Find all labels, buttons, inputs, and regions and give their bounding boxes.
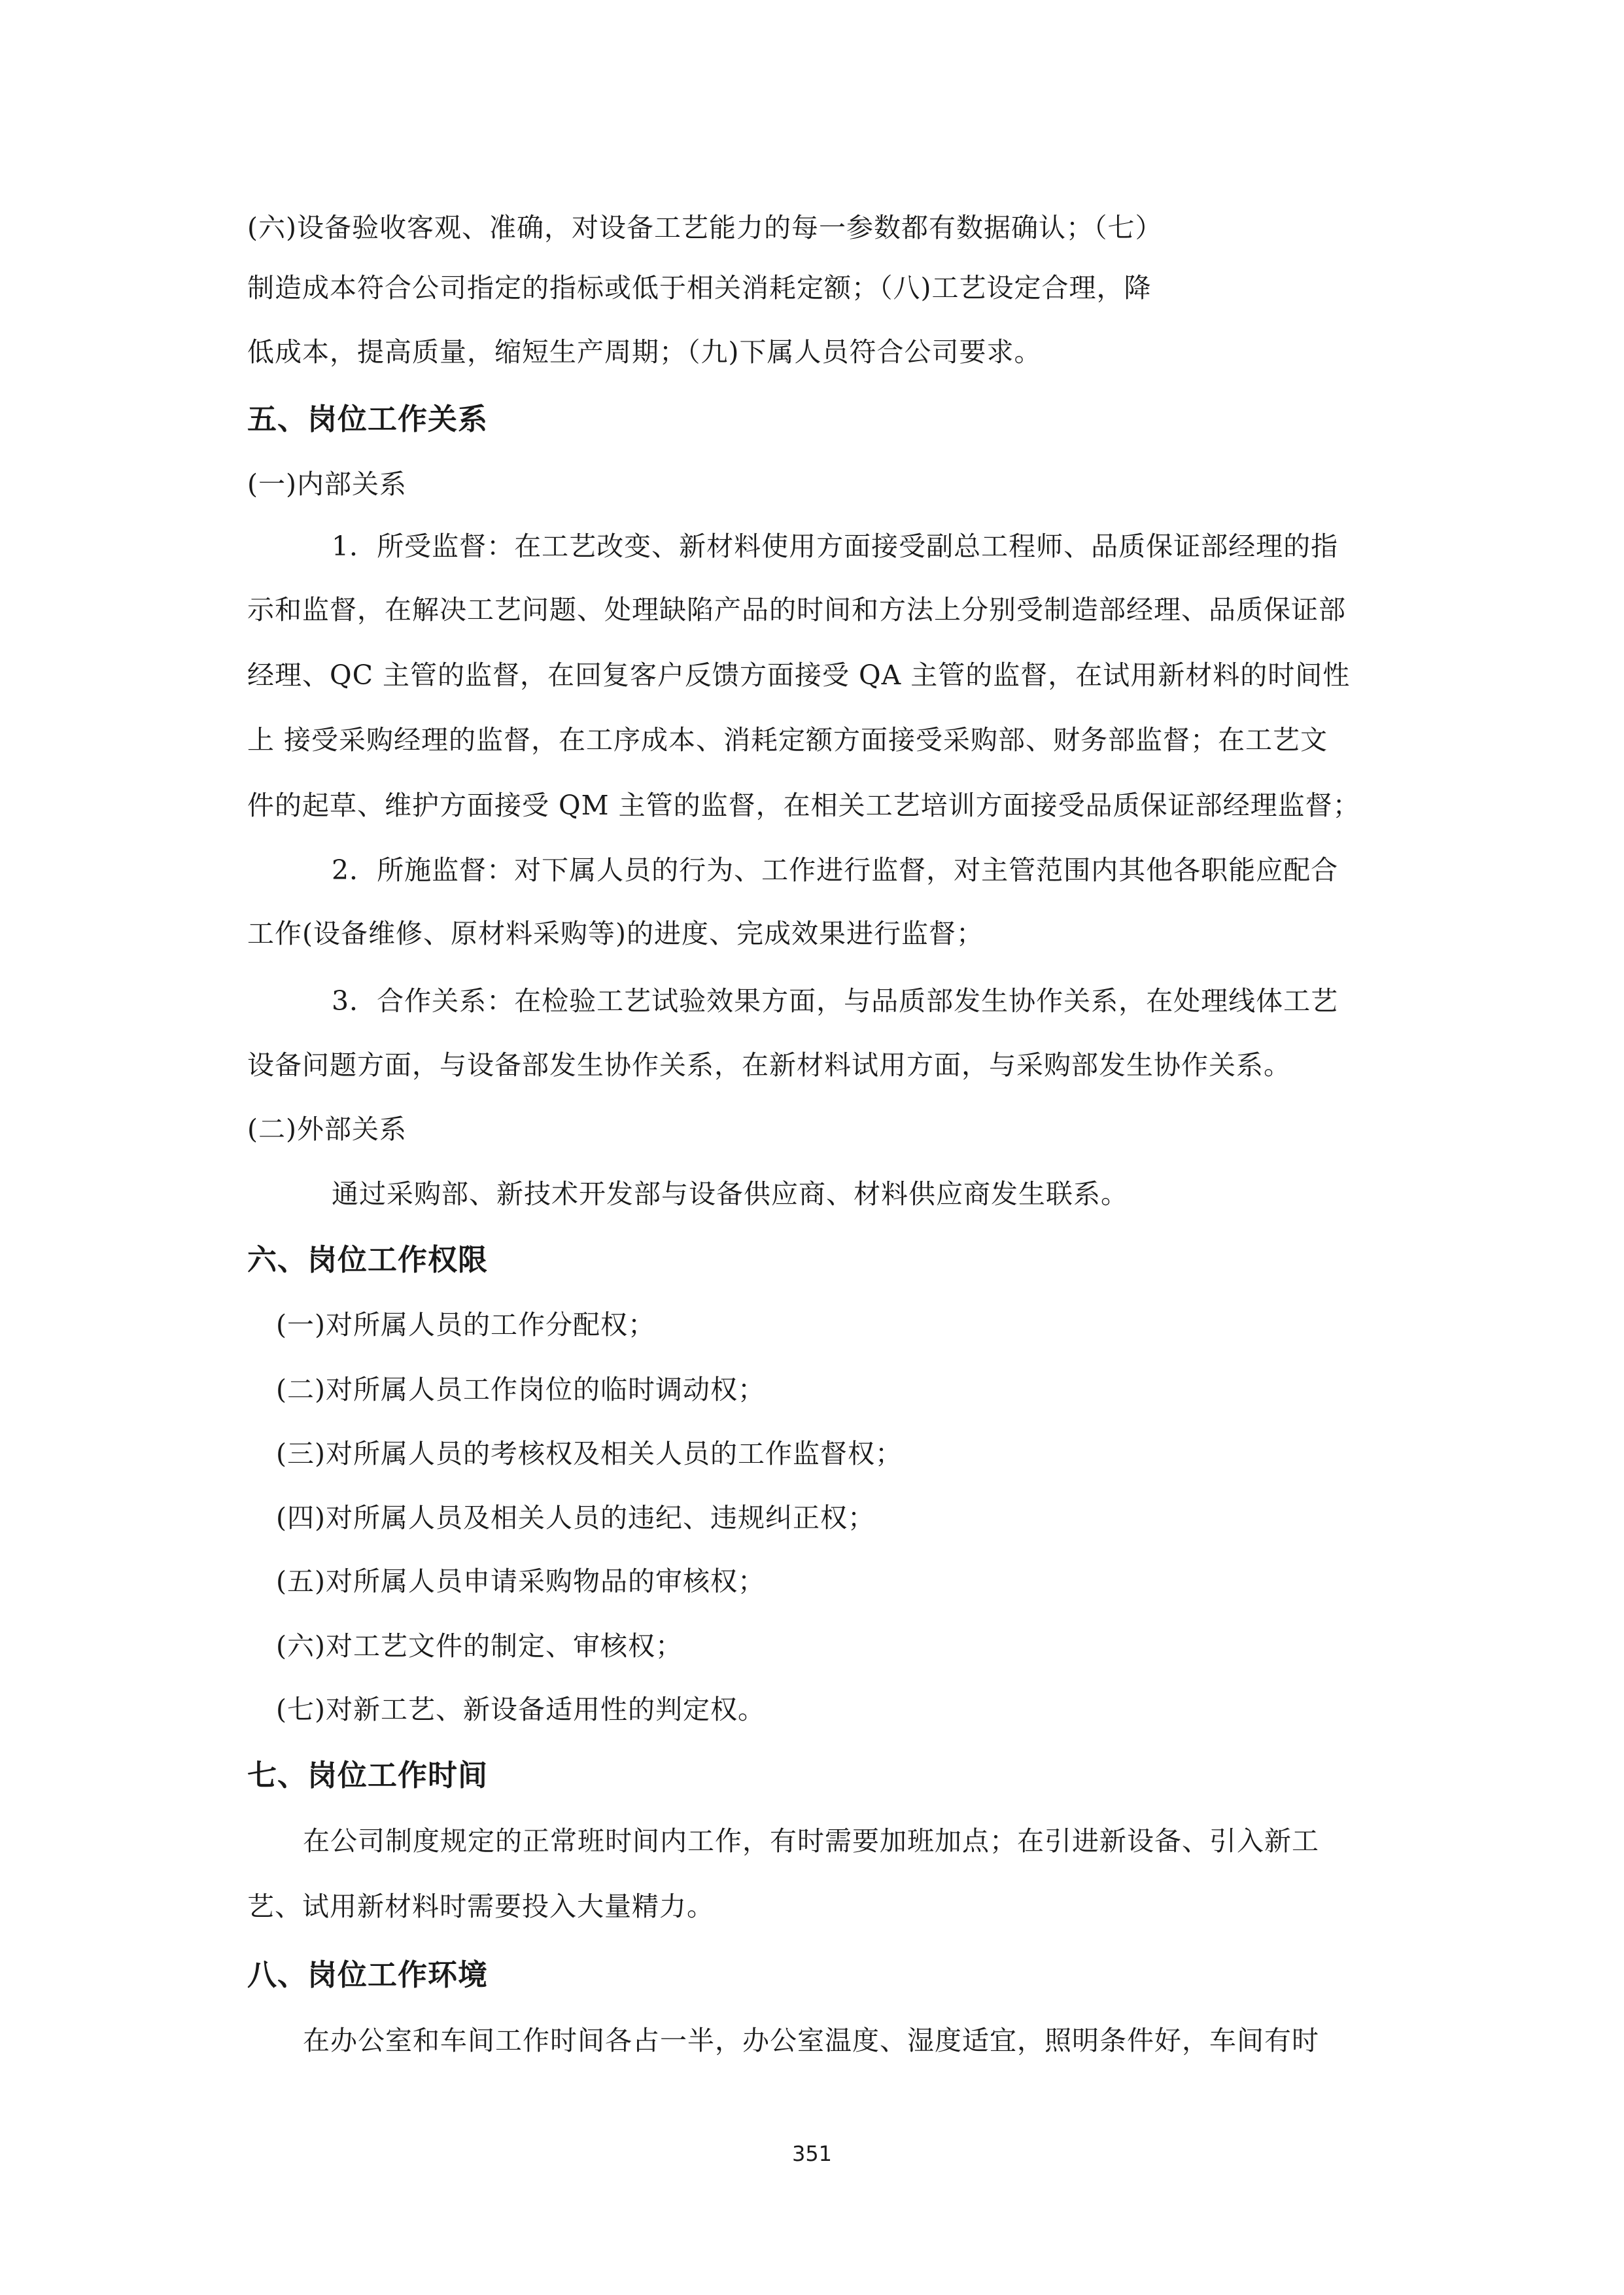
text-line: 设备问题方面，与设备部发生协作关系，在新材料试用方面，与采购部发生协作关系。 xyxy=(247,1049,1291,1081)
list-item: (七)对新工艺、新设备适用性的判定权。 xyxy=(276,1694,765,1725)
list-item: (六)对工艺文件的制定、审核权； xyxy=(276,1630,683,1662)
text-line: 件的起草、维护方面接受 QM 主管的监督，在相关工艺培训方面接受品质保证部经理监督； xyxy=(247,790,1360,821)
section-heading: 六、岗位工作权限 xyxy=(247,1242,489,1277)
section-heading: 八、岗位工作环境 xyxy=(247,1957,489,1992)
text-line: 制造成本符合公司指定的指标或低于相关消耗定额；（八)工艺设定合理，降 xyxy=(247,272,1152,304)
text-line: 艺、试用新材料时需要投入大量精力。 xyxy=(247,1891,714,1922)
text-line: 低成本，提高质量，缩短生产周期；（九)下属人员符合公司要求。 xyxy=(247,336,1042,368)
page-number: 351 xyxy=(791,2141,833,2166)
text-line: (六)设备验收客观、准确，对设备工艺能力的每一参数都有数据确认；（七） xyxy=(247,212,1163,243)
text-line: 工作(设备维修、原材料采购等)的进度、完成效果进行监督； xyxy=(247,918,984,949)
list-item: (四)对所属人员及相关人员的违纪、违规纠正权； xyxy=(276,1502,875,1533)
text-line: 在办公室和车间工作时间各占一半，办公室温度、湿度适宜，照明条件好，车间有时 xyxy=(303,2025,1319,2056)
section-heading: 七、岗位工作时间 xyxy=(247,1758,489,1793)
text-line: 示和监督，在解决工艺问题、处理缺陷产品的时间和方法上分别受制造部经理、品质保证部 xyxy=(247,594,1346,625)
list-item: (五)对所属人员申请采购物品的审核权； xyxy=(276,1566,765,1597)
text-line: 在公司制度规定的正常班时间内工作，有时需要加班加点；在引进新设备、引入新工 xyxy=(303,1825,1319,1857)
subsection-label: (一)内部关系 xyxy=(247,468,407,500)
subsection-label: (二)外部关系 xyxy=(247,1113,407,1145)
text-line: 2．所施监督：对下属人员的行为、工作进行监督，对主管范围内其他各职能应配合 xyxy=(332,854,1339,886)
text-line: 3．合作关系：在检验工艺试验效果方面，与品质部发生协作关系，在处理线体工艺 xyxy=(332,985,1339,1017)
text-line: 上 接受采购经理的监督，在工序成本、消耗定额方面接受采购部、财务部监督；在工艺文 xyxy=(247,724,1328,756)
list-item: (二)对所属人员工作岗位的临时调动权； xyxy=(276,1374,765,1405)
text-line: 通过采购部、新技术开发部与设备供应商、材料供应商发生联系。 xyxy=(332,1178,1128,1210)
text-line: 经理、QC 主管的监督，在回复客户反馈方面接受 QA 主管的监督，在试用新材料的时间性 xyxy=(247,659,1351,691)
list-item: (三)对所属人员的考核权及相关人员的工作监督权； xyxy=(276,1438,903,1469)
section-heading: 五、岗位工作关系 xyxy=(247,402,489,436)
list-item: (一)对所属人员的工作分配权； xyxy=(276,1309,655,1340)
text-line: 1．所受监督：在工艺改变、新材料使用方面接受副总工程师、品质保证部经理的指 xyxy=(332,531,1339,562)
